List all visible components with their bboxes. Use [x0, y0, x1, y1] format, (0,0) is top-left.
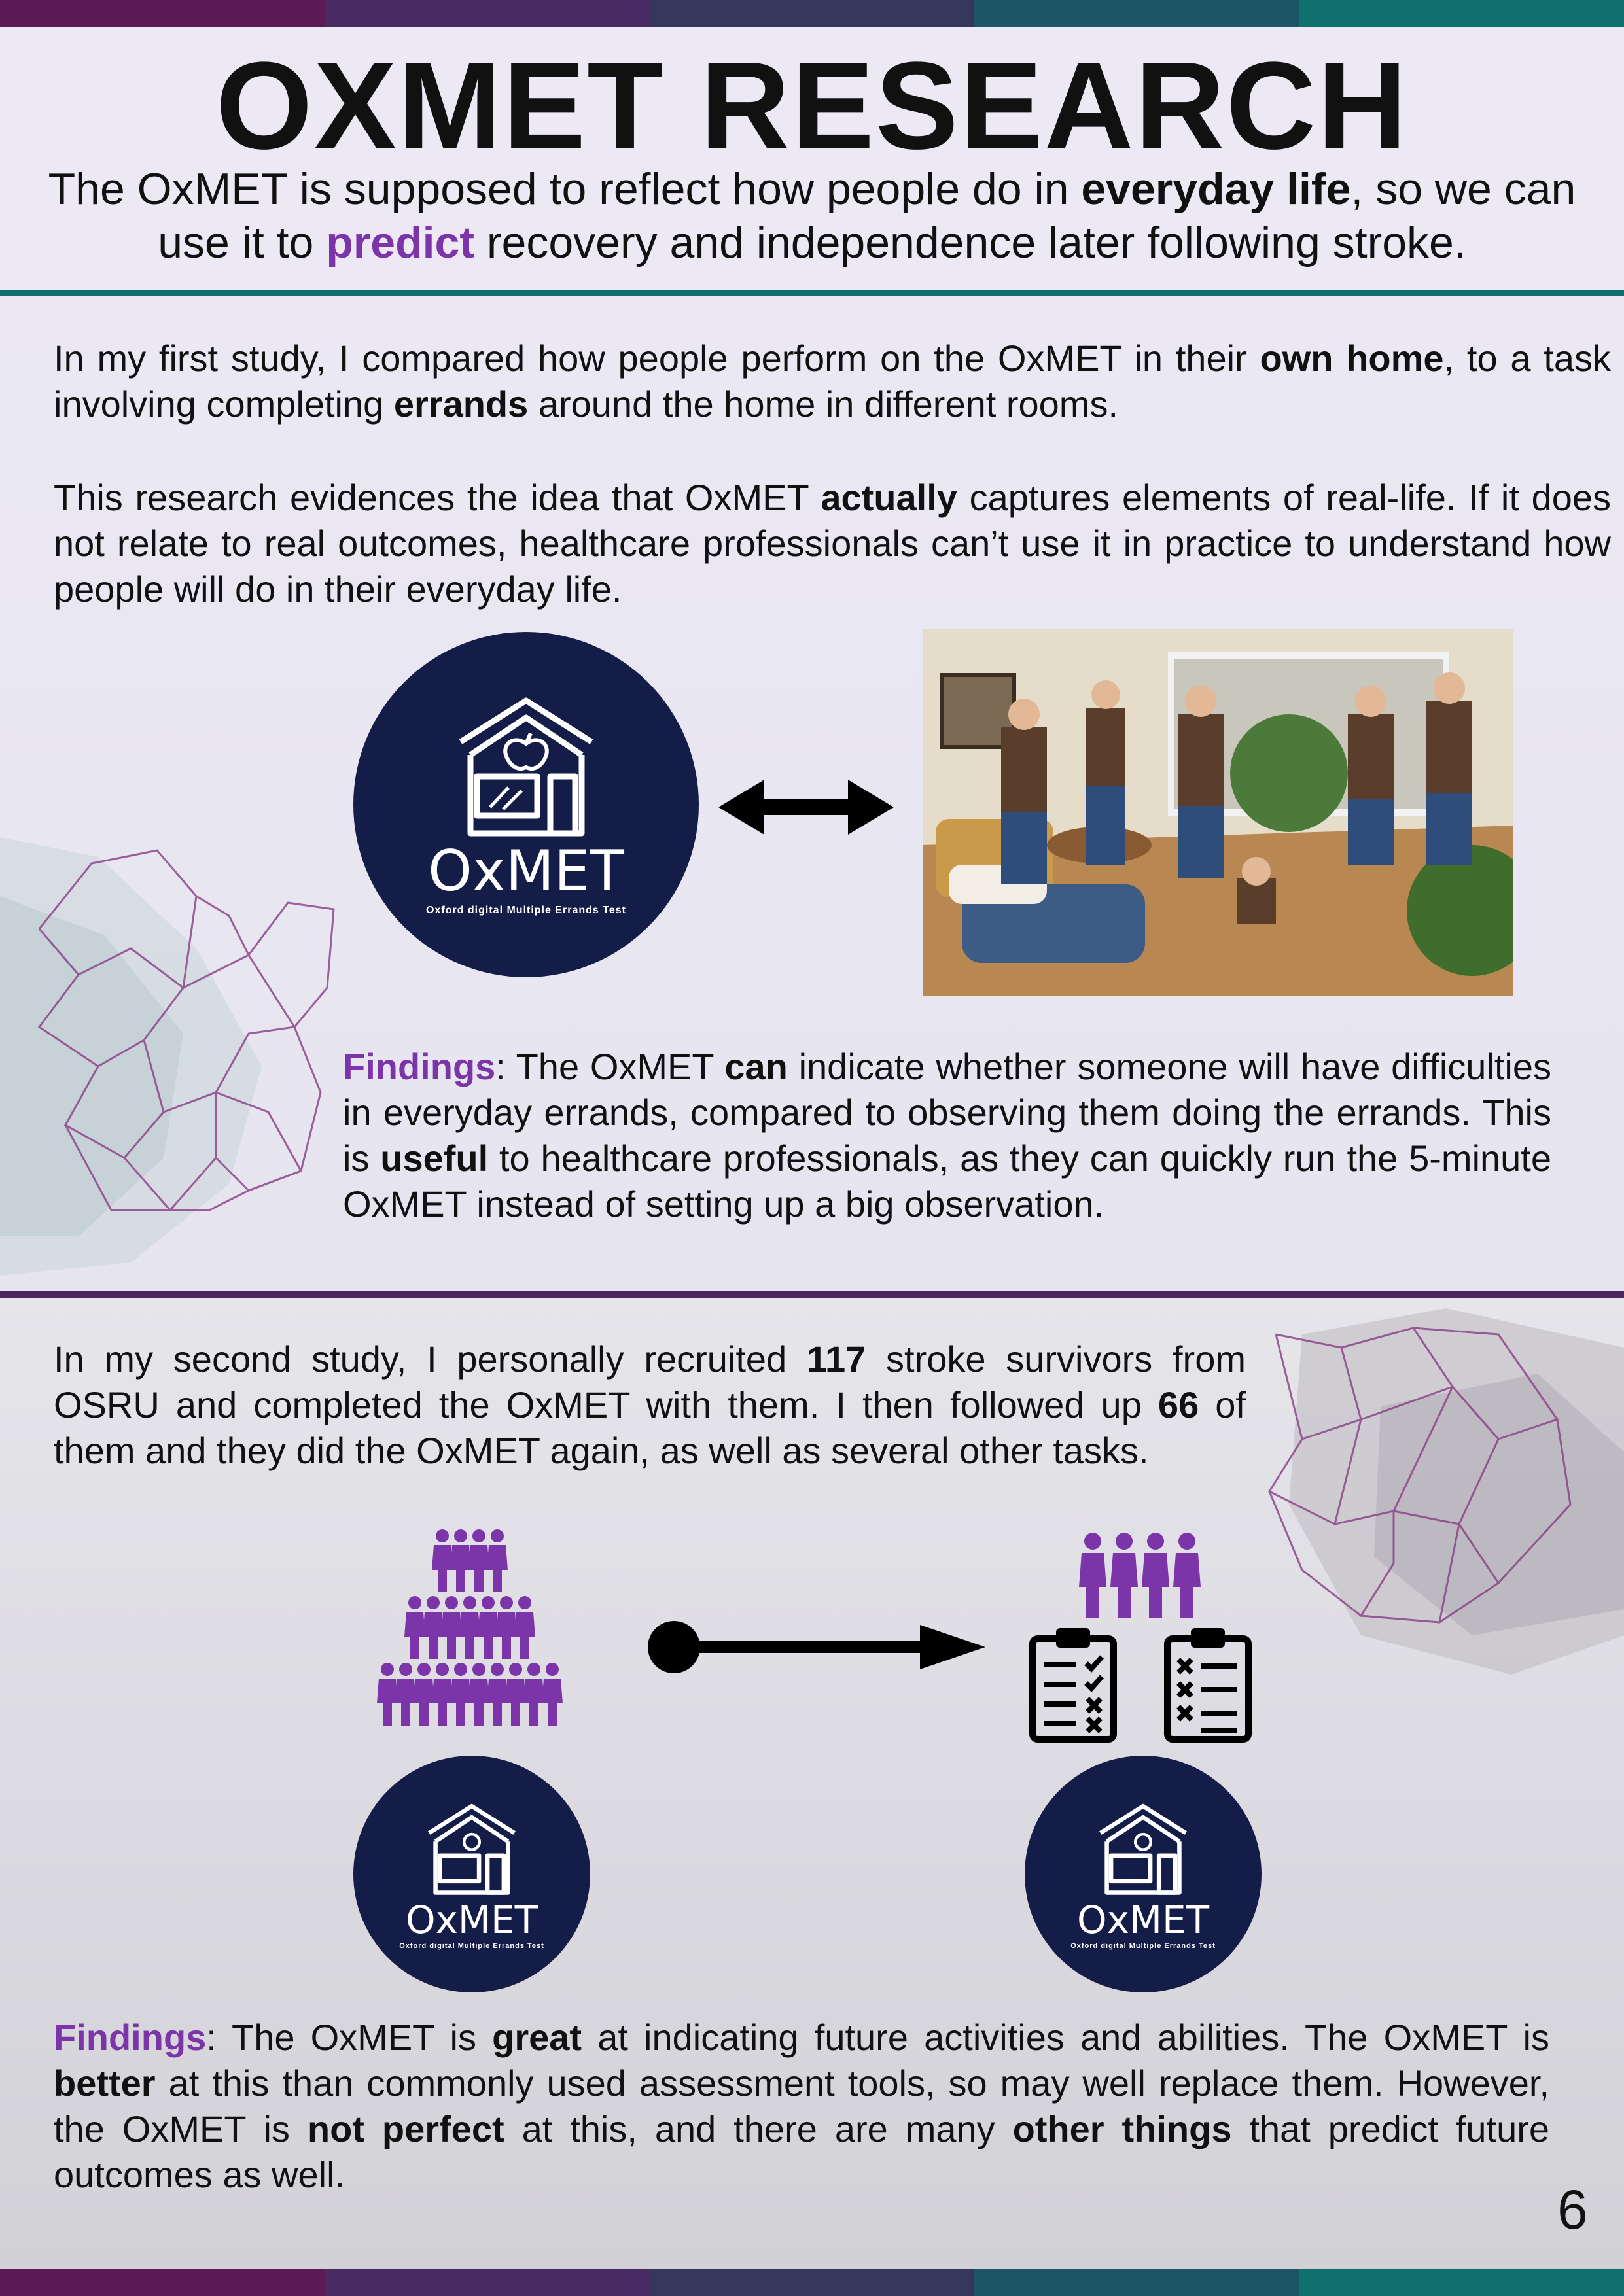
- page-subtitle: The OxMET is supposed to reflect how people do in everyday life, so we can use it to predict recovery and independence later following stroke.: [48, 164, 1576, 268]
- logo-tagline: Oxford digital Multiple Errands Test: [1070, 1941, 1216, 1950]
- top-color-bar: [0, 0, 1624, 27]
- oxmet-logo: [353, 632, 699, 977]
- purple-divider: [0, 1291, 1624, 1298]
- study1-intro: In my first study, I compared how people perform on the OxMET in their own home, to a task involving completing errands around the home in different rooms.: [54, 338, 1612, 425]
- logo-brand-text: OxMET: [405, 1897, 538, 1942]
- page-number: 6: [1557, 2179, 1588, 2240]
- oxmet-logo-followup: [1025, 1756, 1262, 1992]
- followed-up-people-icon: [1073, 1531, 1217, 1622]
- double-arrow-icon: [718, 780, 894, 835]
- logo-brand-text: OxMET: [428, 839, 624, 904]
- clipboard-checks-icon: [1027, 1626, 1119, 1743]
- polygon-network-left: [0, 818, 353, 1289]
- study2-findings: Findings: The OxMET is great at indicating future activities and abilities. The OxMET is better at this than commonly used assessment tools, so may well replace them. However, the OxMET is not perfect at this, and there are many other things that predict future outcomes as well.: [54, 2017, 1550, 2195]
- study1-findings: Findings: The OxMET can indicate whether someone will have difficulties in everyday errands, compared to observing them doing the errands. This is useful to healthcare professionals, as they can quickly run the 5-minute OxMET instead of setting up a big observation.: [343, 1046, 1552, 1225]
- house-icon: [1094, 1799, 1192, 1897]
- logo-brand-text: OxMET: [1076, 1897, 1210, 1942]
- bottom-color-bar: [0, 2269, 1624, 2296]
- house-icon: [451, 693, 601, 837]
- follow-up-arrow-icon: [648, 1620, 985, 1675]
- recruited-people-icon: [373, 1524, 569, 1747]
- oxmet-logo-baseline: [353, 1756, 590, 1992]
- teal-divider: [0, 290, 1624, 296]
- study1-evidence: This research evidences the idea that OxMET actually captures elements of real-life. If it does not relate to real outcomes, healthcare professionals can’t use it in practice to understand how people will do in their everyday life.: [54, 477, 1611, 610]
- house-icon: [423, 1799, 521, 1897]
- clipboard-crosses-icon: [1162, 1626, 1254, 1743]
- study2-intro: In my second study, I personally recruited 117 stroke survivors from OSRU and completed the OxMET with them. I then followed up 66 of them and they did the OxMET again, as well as several other tasks.: [54, 1338, 1246, 1471]
- logo-tagline: Oxford digital Multiple Errands Test: [399, 1941, 544, 1950]
- polygon-network-right: [1263, 1308, 1624, 1701]
- errands-photo: [923, 629, 1513, 996]
- logo-tagline: Oxford digital Multiple Errands Test: [426, 905, 626, 916]
- page-title: OXMET RESEARCH: [215, 37, 1409, 175]
